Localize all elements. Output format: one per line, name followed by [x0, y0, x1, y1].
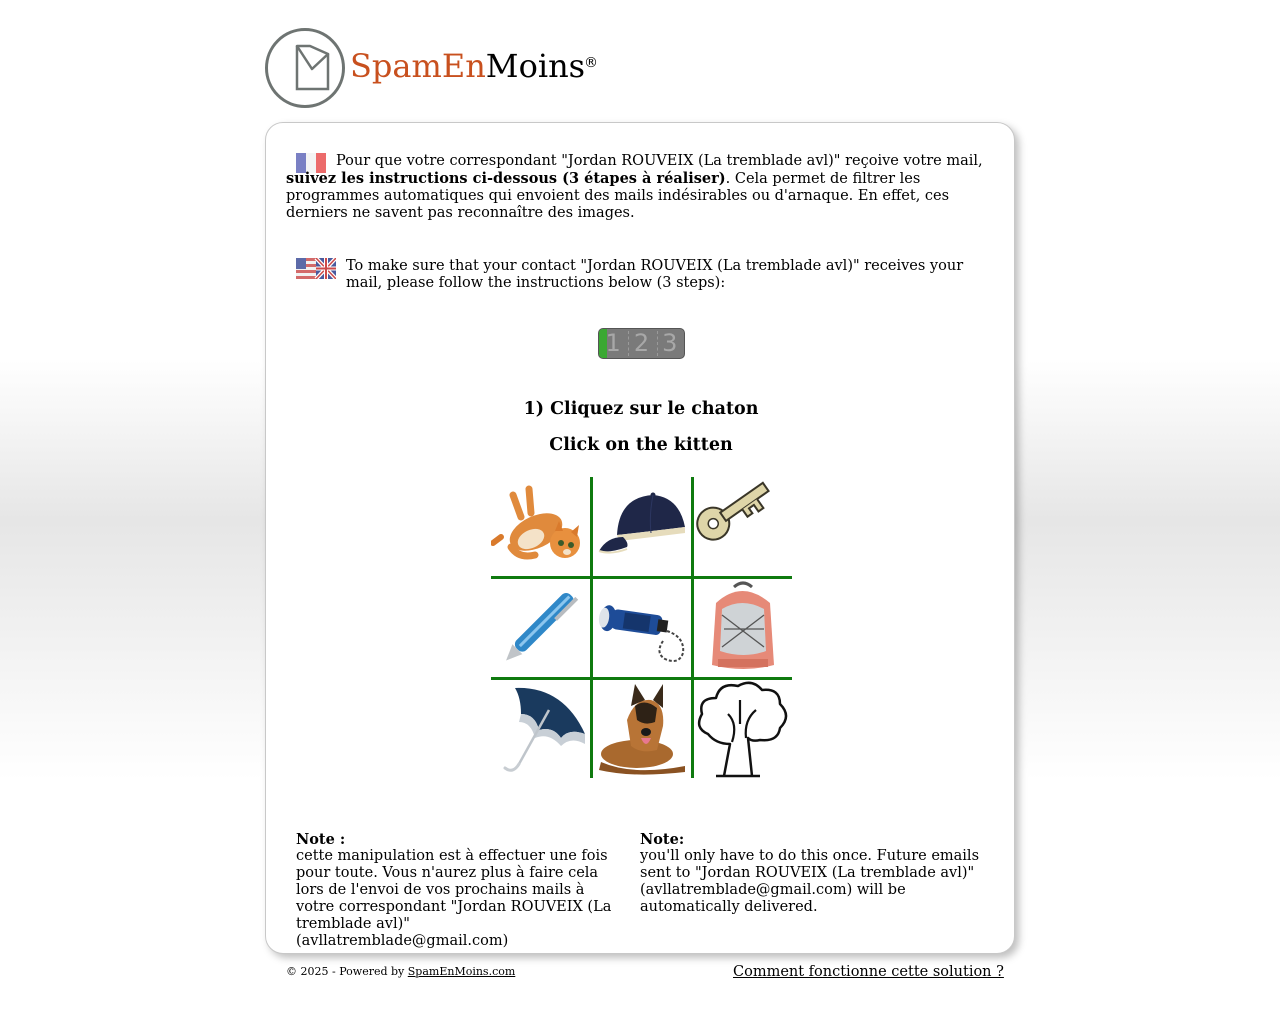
- note-en-text: you'll only have to do this once. Future emails sent to "Jordan ROUVEIX (La tremblade avl)" (avllatremblade@gmail.com) will be automatically delivered.: [640, 848, 980, 915]
- envelope-logo-icon: [264, 27, 346, 109]
- captcha-cell-flashlight[interactable]: [593, 579, 691, 677]
- note-french: [296, 831, 626, 950]
- step-progress-indicator: [598, 328, 685, 359]
- captcha-cell-umbrella[interactable]: [491, 680, 589, 778]
- backpack-icon: [694, 579, 792, 677]
- tree-icon: [694, 680, 792, 778]
- uk-us-flag-icon: [296, 258, 336, 279]
- intro-french: [286, 153, 996, 222]
- footer-copyright: [286, 965, 515, 978]
- challenge-title-en: Click on the kitten: [549, 435, 733, 455]
- step-2-label: 2: [633, 329, 650, 357]
- brand-part-2: En: [441, 47, 486, 85]
- intro-fr-text-before: Pour que votre correspondant "Jordan ROUVEIX (La tremblade avl)" reçoive votre mail,: [336, 153, 983, 169]
- captcha-cell-dog[interactable]: [593, 680, 691, 778]
- flashlight-icon: [593, 579, 691, 677]
- note-en-title: Note:: [640, 831, 685, 848]
- how-it-works-link[interactable]: Comment fonctionne cette solution ?: [733, 964, 1004, 980]
- copyright-text: © 2025 - Powered by: [286, 965, 408, 978]
- intro-english: To make sure that your contact "Jordan ROUVEIX (La tremblade avl)" receives your mail, please follow the instructions below (3 steps):: [346, 258, 964, 291]
- registered-mark: ®: [584, 55, 598, 71]
- captcha-cell-pen[interactable]: [491, 579, 589, 677]
- main-card: [265, 122, 1015, 954]
- logo: [264, 27, 624, 109]
- challenge-title-fr: 1) Cliquez sur le chaton: [523, 399, 759, 419]
- captcha-cell-tree[interactable]: [694, 680, 792, 778]
- captcha-cell-backpack[interactable]: [694, 579, 792, 677]
- brand-part-1: Spam: [350, 47, 442, 85]
- umbrella-icon: [491, 680, 589, 778]
- intro-fr-text-after: . Cela permet de filtrer les programmes automatiques qui envoient des mails indésirables ou d'arnaque. En effet, ces derniers ne savent pas reconnaître des images.: [286, 171, 950, 221]
- brand-part-3: Moins: [485, 47, 586, 85]
- image-captcha-grid: [491, 477, 792, 778]
- step-1-label: 1: [605, 329, 621, 357]
- powered-by-link[interactable]: SpamEnMoins.com: [407, 965, 516, 978]
- key-icon: [694, 477, 792, 575]
- brand-name: [350, 47, 585, 85]
- captcha-cell-kitten[interactable]: [491, 477, 589, 575]
- cap-icon: [593, 477, 691, 575]
- captcha-cell-key[interactable]: [694, 477, 792, 575]
- note-fr-text: cette manipulation est à effectuer une fois pour toute. Vous n'aurez plus à faire cela lors de l'envoi de vos prochains mails à votre correspondant "Jordan ROUVEIX (La tremblade avl)" (avllatremblade@gmail.com): [296, 848, 612, 949]
- intro-fr-bold: suivez les instructions ci-dessous (3 étapes à réaliser): [286, 170, 726, 187]
- captcha-cell-cap[interactable]: [593, 477, 691, 575]
- note-english: [640, 831, 980, 916]
- kitten-icon: [491, 477, 589, 575]
- dog-icon: [593, 680, 691, 778]
- pen-icon: [491, 579, 589, 677]
- note-fr-title: Note :: [296, 831, 346, 848]
- step-3-label: 3: [662, 329, 678, 357]
